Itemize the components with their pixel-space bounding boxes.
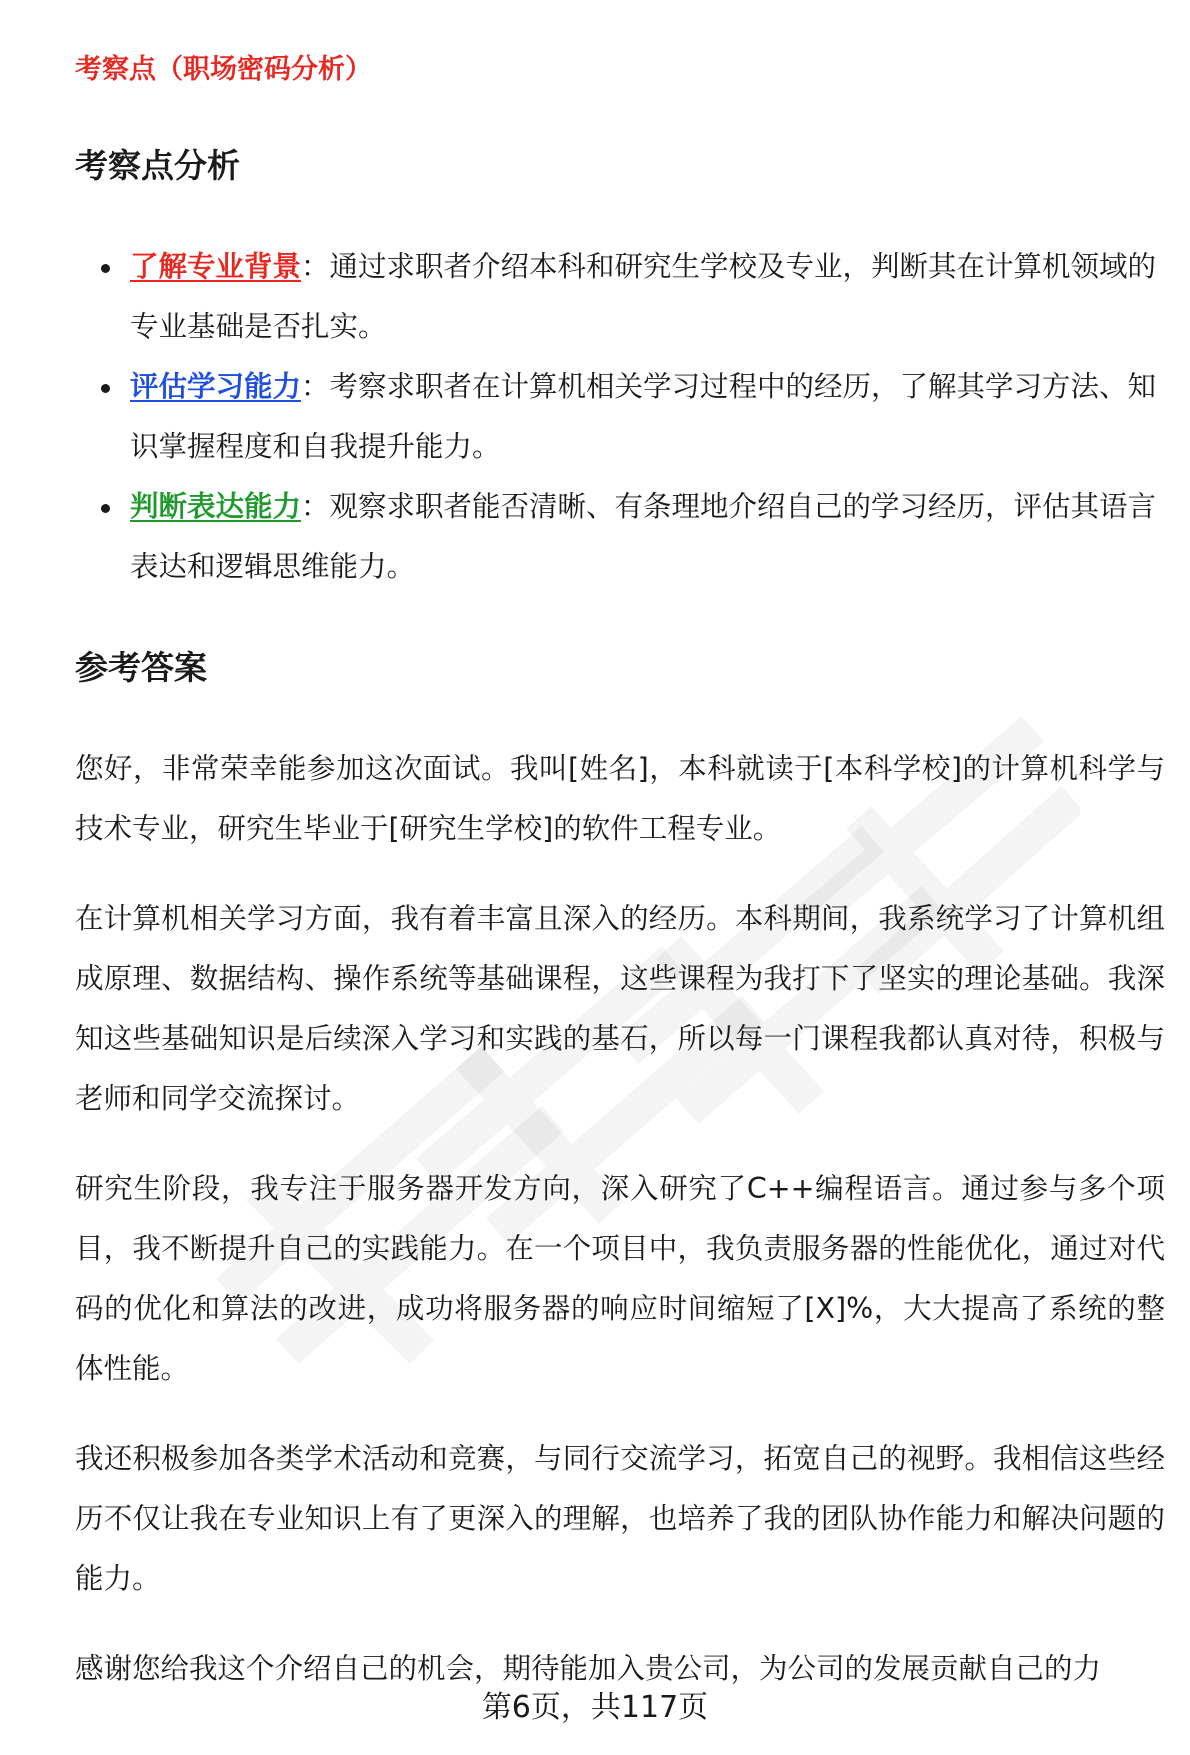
keyword-link[interactable]: 了解专业背景 [130,250,302,283]
bullet-icon [101,504,110,513]
answer-paragraph: 研究生阶段，我专注于服务器开发方向，深入研究了C++编程语言。通过参与多个项目，我不断提升自己的实践能力。在一个项目中，我负责服务器的性能优化，通过对代码的优化和算法的改进，成功将服务器的响应时间缩短了[X]%，大大提高了系统的整体性能。 [75,1172,1165,1385]
item-separator: ： [301,370,330,403]
bullet-icon [101,264,110,273]
document-content [75,50,1165,1699]
analysis-list [75,237,1165,597]
keyword-link[interactable]: 评估学习能力 [130,370,302,403]
page-indicator: 第6页，共117页 [481,1690,709,1725]
item-text: 考察求职者在计算机相关学习过程中的经历，了解其学习方法、知识掌握程度和自我提升能力。 [130,370,1157,463]
answer-paragraph: 感谢您给我这个介绍自己的机会，期待能加入贵公司，为公司的发展贡献自己的力 [75,1652,1102,1685]
answer-paragraph: 我还积极参加各类学术活动和竞赛，与同行交流学习，拓宽自己的视野。我相信这些经历不仅让我在专业知识上有了更深入的理解，也培养了我的团队协作能力和解决问题的能力。 [75,1442,1165,1595]
item-separator: ： [301,250,330,283]
analysis-item-learning-ability [130,357,1165,477]
answer-heading: 参考答案 [75,648,207,687]
item-text: 观察求职者能否清晰、有条理地介绍自己的学习经历，评估其语言表达和逻辑思维能力。 [130,490,1157,583]
item-text: 通过求职者介绍本科和研究生学校及专业，判断其在计算机领域的专业基础是否扎实。 [130,250,1157,343]
answer-paragraph: 在计算机相关学习方面，我有着丰富且深入的经历。本科期间，我系统学习了计算机组成原理、数据结构、操作系统等基础课程，这些课程为我打下了坚实的理论基础。我深知这些基础知识是后续深入学习和实践的基石，所以每一门课程我都认真对待，积极与老师和同学交流探讨。 [75,902,1165,1115]
section-tag: 考察点（职场密码分析） [75,54,372,85]
keyword-link[interactable]: 判断表达能力 [130,490,302,523]
analysis-item-expression-ability [130,477,1165,597]
analysis-item-professional-background [130,237,1165,357]
answer-paragraph: 您好，非常荣幸能参加这次面试。我叫[姓名]，本科就读于[本科学校]的计算机科学与技术专业，研究生毕业于[研究生学校]的软件工程专业。 [75,752,1165,845]
analysis-heading: 考察点分析 [75,146,240,185]
bullet-icon [101,384,110,393]
item-separator: ： [301,490,330,523]
